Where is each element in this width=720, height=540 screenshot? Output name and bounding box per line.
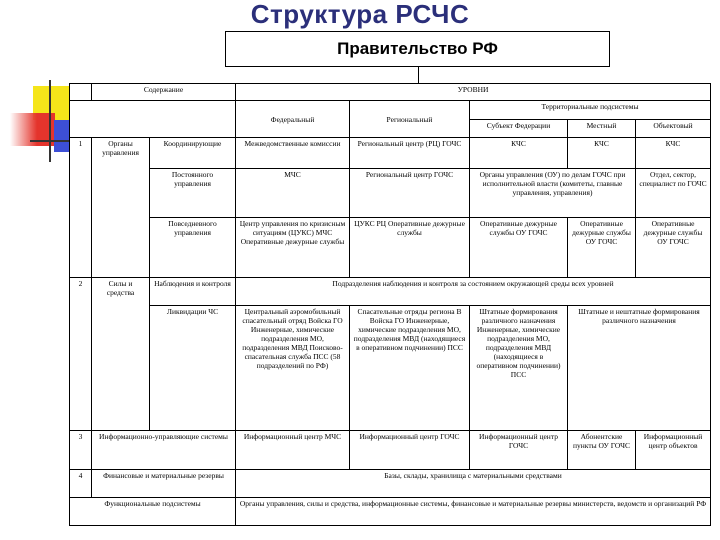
section-4-name: Финансовые и материальные резервы bbox=[92, 470, 236, 498]
row-coordinating-subject: КЧС bbox=[470, 138, 568, 169]
row-coordinating-federal: Межведомственные комиссии bbox=[236, 138, 350, 169]
row-permanent-subject: Органы управления (ОУ) по делам ГОЧС при исполнительной власти (комитеты, главные управления, управления) bbox=[470, 169, 636, 218]
row-permanent-label: Постоянного управления bbox=[150, 169, 236, 218]
header-levels: УРОВНИ bbox=[236, 84, 711, 101]
row-reserves-text: Базы, склады, хранилища с материальными средствами bbox=[236, 470, 711, 498]
section-1-name: Органы управления bbox=[92, 138, 150, 278]
section-4-number: 4 bbox=[70, 470, 92, 498]
row-liquidation-local-object: Штатные и нештатные формирования различного назначения bbox=[568, 306, 711, 431]
section-2-number: 2 bbox=[70, 278, 92, 431]
slide-title: Структура РСЧС bbox=[250, 0, 470, 29]
row-info-object: Информационный центр объектов bbox=[636, 431, 711, 470]
row-daily-object: Оперативные дежурные службы ОУ ГОЧС bbox=[636, 218, 711, 278]
section-2-name: Силы и средства bbox=[92, 278, 150, 431]
row-observation-text: Подразделения наблюдения и контроля за состоянием окружающей среды всех уровней bbox=[236, 278, 711, 306]
row-coordinating-regional: Региональный центр (РЦ) ГОЧС bbox=[350, 138, 470, 169]
row-liquidation-label: Ликвидации ЧС bbox=[150, 306, 236, 431]
header-object: Объектовый bbox=[636, 120, 711, 138]
header-regional: Региональный bbox=[350, 101, 470, 138]
row-daily-regional: ЦУКС РЦ Оперативные дежурные службы bbox=[350, 218, 470, 278]
row-functional-label: Функциональные подсистемы bbox=[70, 498, 236, 526]
header-number bbox=[70, 84, 92, 101]
section-1-number: 1 bbox=[70, 138, 92, 278]
header-subject: Субъект Федерации bbox=[470, 120, 568, 138]
row-coordinating-local: КЧС bbox=[568, 138, 636, 169]
decor-vertical-line bbox=[49, 80, 51, 162]
section-3-number: 3 bbox=[70, 431, 92, 470]
row-daily-label: Повседневного управления bbox=[150, 218, 236, 278]
connector-line bbox=[418, 66, 419, 83]
row-coordinating-label: Координирующие bbox=[150, 138, 236, 169]
row-info-regional: Информационный центр ГОЧС bbox=[350, 431, 470, 470]
header-blank bbox=[70, 101, 236, 120]
row-observation-label: Наблюдения и контроля bbox=[150, 278, 236, 306]
header-territorial: Территориальные подсистемы bbox=[470, 101, 711, 120]
row-permanent-object: Отдел, сектор, специалист по ГОЧС bbox=[636, 169, 711, 218]
row-daily-local: Оперативные дежурные службы ОУ ГОЧС bbox=[568, 218, 636, 278]
structure-table bbox=[69, 83, 711, 526]
header-content: Содержание bbox=[92, 84, 236, 101]
row-permanent-regional: Региональный центр ГОЧС bbox=[350, 169, 470, 218]
row-liquidation-federal: Центральный аэромобильный спасательный отряд Войска ГО Инженерные, химические подразделения МО, подразделения МВД Поисково-спасательная служба ПСС (58 подразделений по РФ) bbox=[236, 306, 350, 431]
header-federal: Федеральный bbox=[236, 101, 350, 138]
header-local: Местный bbox=[568, 120, 636, 138]
row-daily-subject: Оперативные дежурные службы ОУ ГОЧС bbox=[470, 218, 568, 278]
header-blank-2 bbox=[70, 120, 236, 138]
row-liquidation-subject: Штатные формирования различного назначения Инженерные, химические подразделения МО, подразделения МВД (находящиеся в оперативном подчинении) ПСС bbox=[470, 306, 568, 431]
row-liquidation-regional: Спасательные отряды региона В Войска ГО Инженерные, химические подразделения МО, подразделения МВД (находящиеся в оперативном подчинении) ПСС bbox=[350, 306, 470, 431]
row-info-local: Абонентские пункты ОУ ГОЧС bbox=[568, 431, 636, 470]
row-coordinating-object: КЧС bbox=[636, 138, 711, 169]
section-3-name: Информационно-управляющие системы bbox=[92, 431, 236, 470]
government-box: Правительство РФ bbox=[225, 31, 610, 67]
row-info-federal: Информационный центр МЧС bbox=[236, 431, 350, 470]
row-info-subject: Информационный центр ГОЧС bbox=[470, 431, 568, 470]
row-functional-text: Органы управления, силы и средства, информационные системы, финансовые и материальные резервы министерств, ведомств и организаций РФ bbox=[236, 498, 711, 526]
row-permanent-federal: МЧС bbox=[236, 169, 350, 218]
row-daily-federal: Центр управления по кризисным ситуациям (ЦУКС) МЧС Оперативные дежурные службы bbox=[236, 218, 350, 278]
